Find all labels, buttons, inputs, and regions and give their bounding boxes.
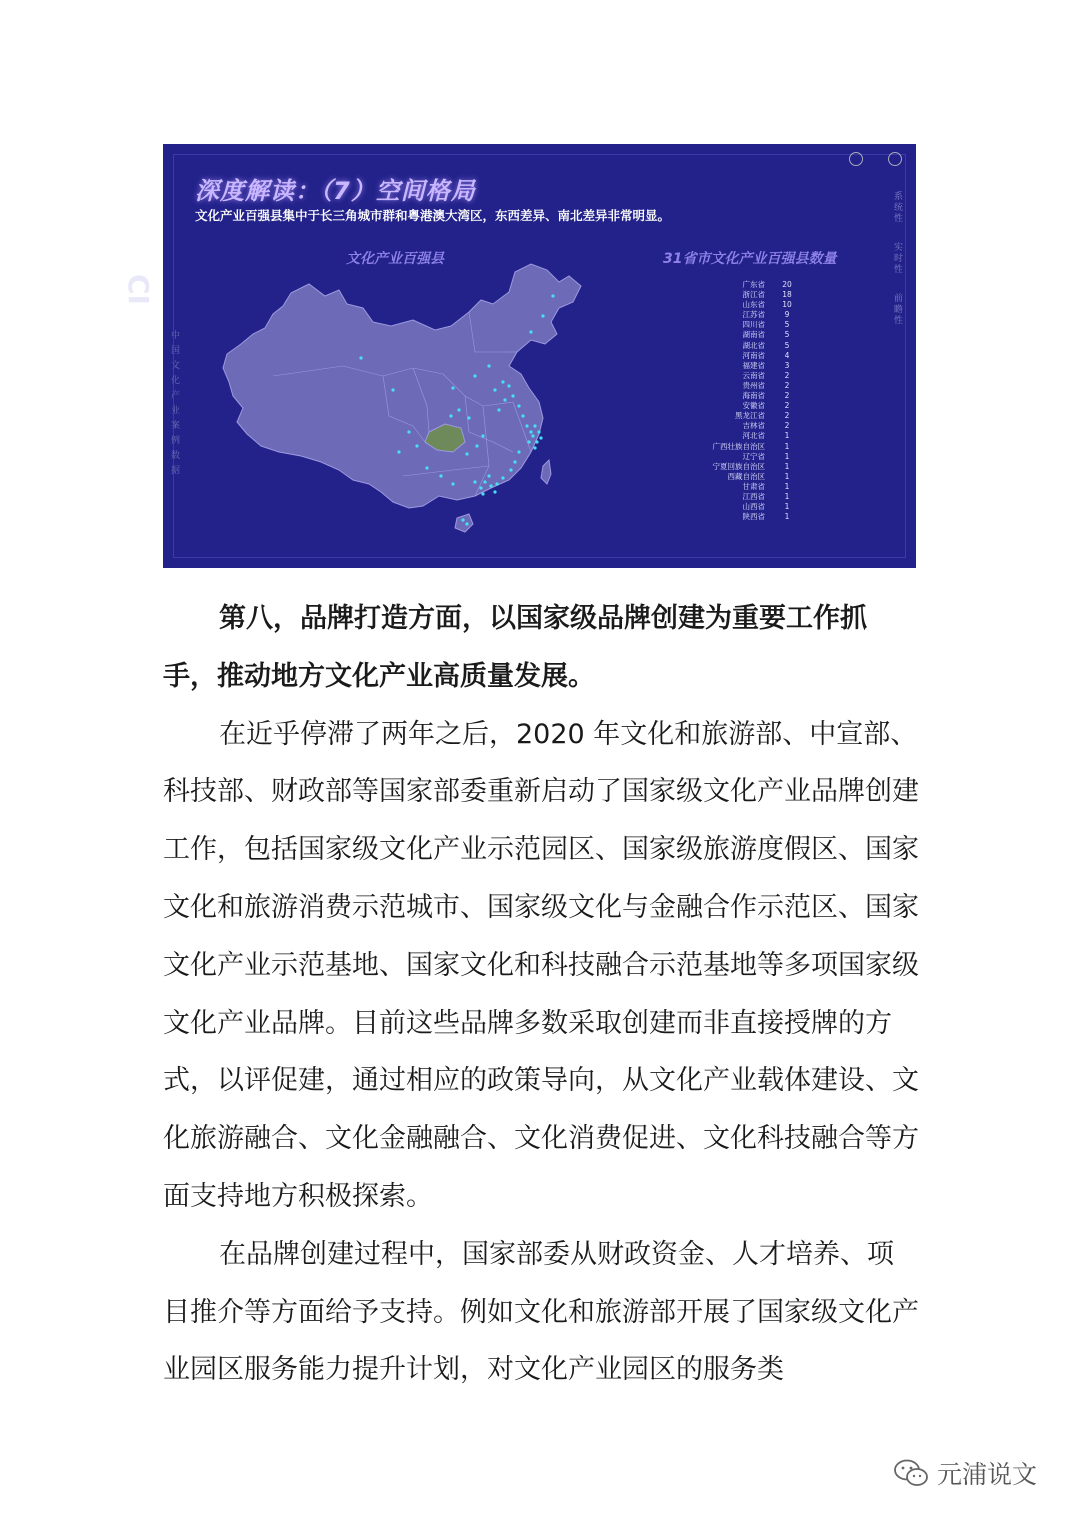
- right-tag: 实时性: [894, 243, 904, 275]
- ranking-province: 西藏自治区: [727, 471, 765, 481]
- ranking-province: 海南省: [742, 391, 765, 401]
- logo-text: [869, 156, 882, 162]
- ranking-row: [693, 512, 823, 522]
- ranking-province: 宁夏回族自治区: [712, 461, 765, 471]
- ranking-count: 1: [784, 512, 790, 522]
- slide-logos: [849, 152, 902, 166]
- slide-subtitle: 文化产业百强县集中于长三角城市群和粤港澳大湾区，东西差异、南北差异非常明显。: [195, 208, 671, 223]
- ranking-province: 甘肃省: [742, 481, 765, 491]
- ranking-row: [693, 472, 823, 482]
- ranking-row: [693, 421, 823, 431]
- map-label: 文化产业百强县: [346, 251, 444, 267]
- ranking-row: [693, 502, 823, 512]
- section-heading: 第八，品牌打造方面，以国家级品牌创建为重要工作抓手，推动地方文化产业高质量发展。: [163, 603, 867, 692]
- ranking-province: 陕西省: [742, 512, 765, 522]
- right-tag: 系统性: [894, 192, 904, 224]
- ranking-count: 2: [784, 421, 790, 431]
- ranking-count: 1: [784, 481, 790, 491]
- ranking-row: [693, 300, 823, 310]
- taiwan-island: [541, 460, 551, 484]
- ranking-count: 2: [784, 370, 790, 380]
- ranking-row: [693, 431, 823, 441]
- vertical-char: 业: [171, 406, 181, 416]
- ranking-list: [693, 280, 823, 522]
- ranking-count: 10: [782, 300, 792, 310]
- ranking-province: 辽宁省: [742, 451, 765, 461]
- ranking-province: 吉林省: [742, 421, 765, 431]
- seal-logo-icon: [888, 152, 902, 166]
- ranking-row: [693, 351, 823, 361]
- left-vertical-text: [171, 329, 183, 479]
- vertical-char: 产: [171, 391, 181, 401]
- ranking-count: 9: [784, 310, 790, 320]
- ranking-row: [693, 371, 823, 381]
- ranking-row: [693, 361, 823, 371]
- ranking-row: [693, 310, 823, 320]
- ranking-count: 2: [784, 401, 790, 411]
- vertical-char: 数: [171, 451, 181, 461]
- ranking-row: [693, 330, 823, 340]
- ranking-province: 山西省: [742, 502, 765, 512]
- china-map-outline: [223, 264, 581, 508]
- ranking-count: 2: [784, 411, 790, 421]
- ranking-province: 云南省: [742, 370, 765, 380]
- ranking-row: [693, 391, 823, 401]
- ranking-row: [693, 290, 823, 300]
- ranking-province: 广西壮族自治区: [712, 441, 765, 451]
- ranking-count: 18: [782, 290, 792, 300]
- ranking-count: 3: [784, 360, 790, 370]
- ranking-row: [693, 280, 823, 290]
- ranking-count: 1: [784, 461, 790, 471]
- ranking-count: 1: [784, 441, 790, 451]
- ranking-province: 河北省: [742, 431, 765, 441]
- ranking-count: 20: [782, 280, 792, 289]
- ranking-province: 河南省: [742, 350, 765, 360]
- china-map: [213, 256, 613, 546]
- ranking-count: 4: [784, 350, 790, 360]
- ranking-title: 31省市文化产业百强县数量: [663, 251, 837, 267]
- paragraph: 在品牌创建过程中，国家部委从财政资金、人才培养、项目推介等方面给予支持。例如文化和旅游部开展了国家级文化产业园区服务能力提升计划，对文化产业园区的服务类: [163, 1238, 919, 1386]
- footer-brand: 元浦说文: [937, 1460, 1038, 1489]
- ranking-row: [693, 381, 823, 391]
- ranking-province: 黑龙江省: [735, 411, 765, 421]
- ranking-row: [693, 341, 823, 351]
- ranking-row: [693, 442, 823, 452]
- slide-image: [122, 144, 916, 568]
- right-tag: 前瞻性: [894, 294, 904, 326]
- vertical-char: 化: [171, 376, 181, 386]
- ranking-province: 贵州省: [742, 380, 765, 390]
- ranking-count: 1: [784, 491, 790, 501]
- slide-watermark: CI: [122, 274, 155, 305]
- ranking-count: 1: [784, 502, 790, 512]
- ranking-province: 浙江省: [742, 290, 765, 300]
- vertical-char: 据: [171, 466, 181, 476]
- vertical-char: 案: [171, 421, 181, 431]
- university-logo-icon: [849, 152, 863, 166]
- right-tags: [894, 192, 908, 345]
- slide-title: 深度解读：（7）空间格局: [195, 177, 476, 205]
- vertical-char: 文: [171, 361, 181, 371]
- ranking-row: [693, 320, 823, 330]
- article-body: [163, 590, 919, 1399]
- ranking-row: [693, 411, 823, 421]
- ranking-count: 5: [784, 340, 790, 350]
- paragraph: 在近乎停滞了两年之后，2020 年文化和旅游部、中宣部、科技部、财政部等国家部委重新启动了国家级文化产业品牌创建工作，包括国家级文化产业示范园区、国家级旅游度假区、国家文化和旅游消费示范城市、国家级文化与金融合作示范区、国家文化产业示范基地、国家文化和科技融合示范基地等多项国家级文化产业品牌。目前这些品牌多数采取创建而非直接授牌的方式，以评促建，通过相应的政策导向，从文化产业载体建设、文化旅游融合、文化金融融合、文化消费促进、文化科技融合等方面支持地方积极探索。: [163, 718, 919, 1212]
- ranking-province: 江苏省: [742, 310, 765, 320]
- ranking-row: [693, 492, 823, 502]
- ranking-count: 1: [784, 431, 790, 441]
- ranking-province: 湖北省: [742, 340, 765, 350]
- vertical-char: 国: [171, 346, 181, 356]
- footer-watermark: [893, 1453, 1037, 1493]
- ranking-row: [693, 452, 823, 462]
- vertical-char: 中: [171, 331, 181, 341]
- hainan-island: [455, 514, 473, 532]
- ranking-count: 1: [784, 451, 790, 461]
- ranking-province: 山东省: [742, 300, 765, 310]
- vertical-char: 例: [171, 436, 181, 446]
- ranking-row: [693, 401, 823, 411]
- ranking-row: [693, 462, 823, 472]
- ranking-count: 2: [784, 380, 790, 390]
- ranking-row: [693, 482, 823, 492]
- ranking-province: 四川省: [742, 320, 765, 330]
- ranking-count: 5: [784, 320, 790, 330]
- ranking-province: 安徽省: [742, 401, 765, 411]
- ranking-province: 湖南省: [742, 330, 765, 340]
- ranking-province: 江西省: [742, 491, 765, 501]
- ranking-count: 1: [784, 471, 790, 481]
- ranking-count: 5: [784, 330, 790, 340]
- ranking-count: 2: [784, 391, 790, 401]
- ranking-province: 福建省: [742, 360, 765, 370]
- wechat-icon: [893, 1458, 929, 1488]
- ranking-province: 广东省: [742, 280, 765, 289]
